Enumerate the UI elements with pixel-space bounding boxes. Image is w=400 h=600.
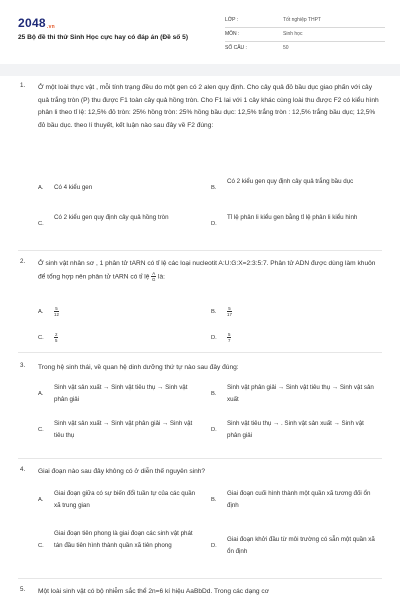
- option-letter: D.: [211, 221, 217, 227]
- question-1: [0, 82, 400, 248]
- option-letter: C.: [38, 335, 44, 341]
- fraction-numerator: 2: [55, 332, 58, 337]
- option-letter: A.: [38, 497, 44, 503]
- option-fraction: [227, 332, 375, 344]
- question-4: [0, 466, 400, 576]
- divider: [225, 41, 385, 42]
- option-letter: C.: [38, 427, 44, 433]
- fraction-denominator: 5: [55, 338, 58, 343]
- option-fraction: [54, 332, 202, 344]
- question-2: [0, 258, 400, 348]
- option-text: Sinh vật phân giải → Sinh vật tiêu thụ → Sinh vật sản xuất: [227, 384, 374, 403]
- option-text: Sinh vật tiêu thụ → . Sinh vật sản xuất → Sinh vật phân giải: [227, 420, 364, 439]
- option-letter: B.: [211, 185, 217, 191]
- divider: [18, 352, 382, 353]
- ratio-fraction: [151, 271, 156, 282]
- question-text-end: là:: [158, 272, 165, 280]
- question-text: Ở một loài thực vật , mỗi tính trạng đều do một gen có 2 alen quy định. Cho cây quả đỏ bầu dục giao phấn với cây quả trắng tròn (P) thu được F1 toàn cây quả hồng tròn. Cho F1 lai với 1 cây khác cùng loài thu được F2 có kiểu hình phân li theo tỉ lệ: 12,5% đỏ tròn: 25% hồng tròn: 25% hồng bầu dục: 12,5% trắng tròn : 12,5% trắng bầu dục; 12,5% đỏ bầu dục. theo lí thuyết, kết luận nào sau đây về F2 đúng:: [38, 84, 379, 129]
- fraction-numerator: A: [152, 270, 156, 276]
- question-number: 5.: [20, 586, 26, 593]
- logo-tld: .vn: [46, 24, 56, 30]
- site-logo[interactable]: [18, 16, 55, 30]
- question-number: 3.: [20, 362, 26, 369]
- option-text: Giai đoạn tiên phong là giai đoạn các sinh vật phát tán đầu tiên hình thành quần xã tiên phong: [54, 530, 193, 549]
- fraction-denominator: G: [151, 276, 156, 282]
- fraction-numerator: 5: [228, 306, 231, 311]
- question-text: Giai đoạn nào sau đây không có ở diễn thế nguyên sinh?: [38, 468, 206, 475]
- option-letter: A.: [38, 309, 44, 315]
- question-text-main: Ở sinh vật nhân sơ , 1 phân tử tARN có tỉ lệ các loại nucleotit A:U:G:X=2:3:5:7. Phân tử ADN được dùng làm khuôn để tổng hợp nên phân tử tARN có tỉ lệ: [38, 260, 376, 280]
- question-number: 1.: [20, 82, 26, 89]
- fraction-denominator: 17: [227, 312, 232, 317]
- question-text: [38, 258, 380, 283]
- option-text: Giai đoạn cuối hình thành một quần xã tương đối ổn định: [227, 490, 371, 509]
- meta-class-key: LỚP :: [225, 17, 239, 23]
- divider: [225, 27, 385, 28]
- meta-subject-value: Sinh học: [283, 31, 303, 37]
- question-5: [0, 586, 400, 600]
- page-header: [0, 0, 400, 64]
- divider: [18, 578, 382, 579]
- exam-title: 25 Bộ đề thi thử Sinh Học cực hay có đáp án (Đề số 5): [18, 34, 189, 41]
- meta-count: [225, 45, 289, 51]
- fraction-numerator: 5: [55, 306, 58, 311]
- option-text: Tỉ lệ phân li kiểu gen bằng tỉ lệ phân li kiểu hình: [227, 214, 358, 221]
- meta-class: [225, 17, 321, 23]
- option-text: Giai đoạn giữa có sự biến đổi tuần tự của các quần xã trung gian: [54, 490, 196, 509]
- question-number: 4.: [20, 466, 26, 473]
- option-text: Có 2 kiểu gen quy định cây quả trắng bầu dục: [227, 178, 354, 185]
- option-text: Giai đoạn khởi đầu từ môi trường có sẵn một quần xã ổn định: [227, 536, 375, 555]
- meta-class-value: Tốt nghiệp THPT: [283, 17, 321, 23]
- option-text: Có 2 kiểu gen quy định cây quả hồng tròn: [54, 214, 169, 221]
- option-fraction: [54, 306, 202, 318]
- option-letter: B.: [211, 497, 217, 503]
- option-text: Có 4 kiểu gen: [54, 184, 93, 191]
- option-letter: D.: [211, 335, 217, 341]
- divider: [18, 458, 382, 459]
- fraction-numerator: 5: [228, 332, 231, 337]
- question-text: Một loài sinh vật có bộ nhiễm sắc thể 2n=6 kí hiệu AaBbDd. Trong các dạng cơ: [38, 588, 270, 595]
- divider: [18, 250, 382, 251]
- option-text: Sinh vật sản xuất → Sinh vật phân giải → Sinh vật tiêu thụ: [54, 420, 193, 439]
- fraction-denominator: 7: [228, 338, 231, 343]
- option-letter: D.: [211, 427, 217, 433]
- option-fraction: [227, 306, 375, 318]
- option-letter: A.: [38, 185, 44, 191]
- option-letter: C.: [38, 543, 44, 549]
- option-text: Sinh vật sản xuất → Sinh vật tiêu thụ → Sinh vật phân giải: [54, 384, 188, 403]
- fraction-denominator: 12: [54, 312, 59, 317]
- logo-text: 2048: [18, 16, 46, 30]
- option-letter: B.: [211, 391, 217, 397]
- question-number: 2.: [20, 258, 26, 265]
- option-letter: C.: [38, 221, 44, 227]
- meta-subject: [225, 31, 303, 37]
- option-letter: A.: [38, 391, 44, 397]
- question-text: Trong hệ sinh thái, về quan hệ dinh dưỡng thứ tự nào sau đây đúng:: [38, 364, 239, 371]
- header-separator: [0, 64, 400, 76]
- option-letter: D.: [211, 543, 217, 549]
- meta-count-value: 50: [283, 45, 289, 51]
- meta-subject-key: MÔN :: [225, 31, 240, 37]
- question-3: [0, 362, 400, 456]
- option-letter: B.: [211, 309, 217, 315]
- meta-count-key: SỐ CÂU :: [225, 45, 247, 51]
